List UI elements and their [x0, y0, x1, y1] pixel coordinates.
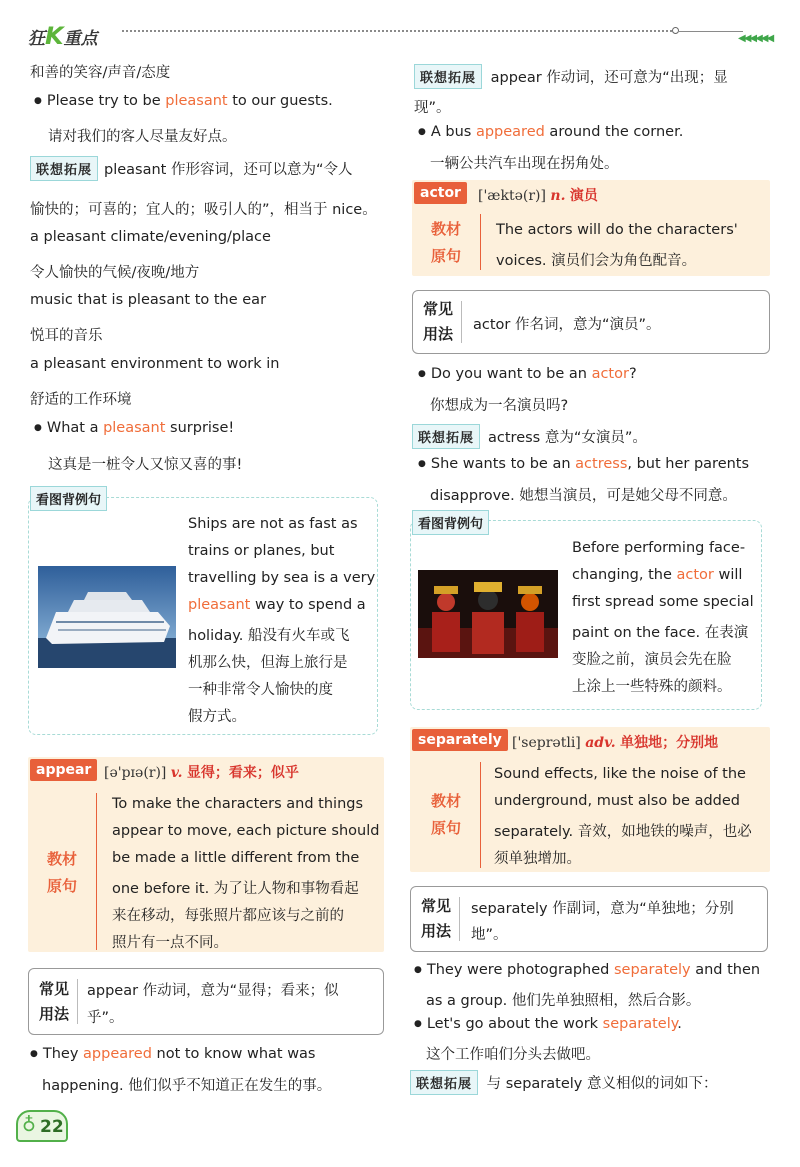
picture-text-line: 上涂上一些特殊的颜料。 [572, 679, 732, 695]
picture-text-line: 假方式。 [188, 709, 246, 725]
source-label: 教材 原句 [430, 792, 461, 837]
example-translation: as a group. 他们先单独照相，然后合影。 [426, 993, 701, 1009]
usage-line: separately 作副词，意为“单独地；分别 [471, 901, 734, 917]
extension-tag: 联想拓展 [412, 424, 480, 449]
header-rule [122, 30, 672, 32]
source-line: 来在移动，每张照片都应该与之前的 [112, 908, 344, 924]
usage-line: 地”。 [471, 927, 508, 943]
phonetic-separately: ['seprətli] adv. 单独地；分别地 [512, 735, 719, 751]
picture-text-line: travelling by sea is a very [188, 570, 376, 586]
text-line: 舒适的工作环境 [30, 392, 132, 408]
picture-example-label: 看图背例句 [412, 510, 489, 535]
example-translation: 一辆公共汽车出现在拐角处。 [430, 156, 619, 172]
source-line: 照片有一点不同。 [112, 935, 228, 951]
picture-text-line: holiday. 船没有火车或飞 [188, 628, 350, 644]
source-line: 须单独增加。 [494, 851, 581, 867]
picture-text-line: Ships are not as fast as [188, 516, 358, 532]
text-line: a pleasant climate/evening/place [30, 229, 271, 245]
source-line: voices. 演员们会为角色配音。 [496, 253, 697, 269]
phonetic-appear: [ə'pɪə(r)] v. 显得；看来；似乎 [104, 765, 299, 781]
source-line: underground, must also be added [494, 793, 740, 809]
page-number: ♁ 22 [16, 1110, 68, 1142]
extension-tag: 联想拓展 [410, 1070, 478, 1095]
text-line: 愉快的；可喜的；宜人的；吸引人的”，相当于 nice。 [30, 202, 377, 218]
header-rule-right [678, 31, 743, 32]
example-translation: 这真是一桩令人又惊又喜的事! [48, 457, 243, 473]
example-sentence: ● Let's go about the work separately. [414, 1016, 682, 1032]
source-divider [96, 793, 97, 950]
word-tag-appear: appear [30, 759, 97, 781]
usage-box [412, 290, 770, 354]
example-translation: 这个工作咱们分头去做吧。 [426, 1047, 600, 1063]
picture-example-label: 看图背例句 [30, 486, 107, 511]
text-line: 和善的笑容/声音/态度 [30, 65, 171, 81]
extension-tag: 联想拓展 [30, 156, 98, 181]
usage-label: 常见 用法 [421, 897, 452, 940]
example-sentence: ● What a pleasant surprise! [34, 420, 234, 436]
example-sentence: ● A bus appeared around the corner. [418, 124, 683, 140]
usage-label: 常见 用法 [423, 300, 454, 343]
usage-line: 乎”。 [87, 1010, 124, 1026]
usage-box [28, 968, 384, 1035]
example-translation: 你想成为一名演员吗? [430, 398, 569, 414]
picture-text-line: Before performing face- [572, 540, 746, 556]
usage-box [410, 886, 768, 952]
word-tag-separately: separately [412, 729, 508, 751]
source-line: one before it. 为了让人物和事物看起 [112, 881, 359, 897]
example-sentence: ● She wants to be an actress, but her parents [418, 456, 749, 472]
picture-text-line: 机那么快，但海上旅行是 [188, 655, 348, 671]
phonetic-actor: ['æktə(r)] n. 演员 [478, 188, 598, 204]
example-sentence: ● Do you want to be an actor? [418, 366, 637, 382]
balloon-icon: ♁ [22, 1114, 36, 1136]
usage-line: actor 作名词，意为“演员”。 [473, 317, 661, 333]
usage-line: appear 作动词，意为“显得；看来；似 [87, 983, 339, 999]
source-label: 教材 原句 [46, 850, 77, 895]
extension-section: 联想拓展 appear 作动词，还可意为“出现；显 [414, 64, 728, 89]
text-line: a pleasant environment to work in [30, 356, 280, 372]
source-divider [480, 762, 481, 868]
text-line: 令人愉快的气候/夜晚/地方 [30, 265, 200, 281]
example-sentence: ● Please try to be pleasant to our guests. [34, 93, 333, 109]
extension-section: 联想拓展 pleasant 作形容词，还可以意为“令人 [30, 156, 353, 181]
source-divider [480, 214, 481, 270]
example-translation: 请对我们的客人尽量友好点。 [48, 129, 237, 145]
picture-text-line: trains or planes, but [188, 543, 335, 559]
source-line: be made a little different from the [112, 850, 360, 866]
header-arrows-icon: ◀◀◀◀◀◀ [738, 33, 773, 44]
example-translation: happening. 他们似乎不知道正在发生的事。 [42, 1078, 332, 1094]
extension-tag: 联想拓展 [414, 64, 482, 89]
source-line: To make the characters and things [112, 796, 364, 812]
usage-label: 常见 用法 [39, 980, 70, 1023]
example-sentence: ● They appeared not to know what was [30, 1046, 316, 1062]
picture-text-line: first spread some special [572, 594, 754, 610]
face-changing-opera-image [418, 570, 558, 658]
picture-text-line: 一种非常令人愉快的度 [188, 682, 333, 698]
source-line: The actors will do the characters' [496, 222, 738, 238]
cruise-ship-image [38, 566, 176, 668]
extension-section: 联想拓展 actress 意为“女演员”。 [412, 424, 647, 449]
picture-text-line: paint on the face. 在表演 [572, 625, 749, 641]
picture-text-line: changing, the actor will [572, 567, 743, 583]
source-line: Sound effects, like the noise of the [494, 766, 746, 782]
text-line: music that is pleasant to the ear [30, 292, 267, 308]
example-sentence: ● They were photographed separately and then [414, 962, 760, 978]
source-label: 教材 原句 [430, 220, 461, 265]
text-line: 悦耳的音乐 [30, 328, 103, 344]
example-translation: disapprove. 她想当演员，可是她父母不同意。 [430, 488, 737, 504]
extension-section: 联想拓展 与 separately 意义相似的词如下： [410, 1070, 717, 1095]
text-line: 现”。 [414, 100, 451, 116]
header-logo: 狂K重点 [28, 22, 98, 50]
picture-text-line: 变脸之前，演员会先在脸 [572, 652, 732, 668]
word-tag-actor: actor [414, 182, 467, 204]
source-line: separately. 音效，如地铁的噪声，也必 [494, 824, 752, 840]
source-line: appear to move, each picture should [112, 823, 380, 839]
picture-text-line: pleasant way to spend a [188, 597, 366, 613]
